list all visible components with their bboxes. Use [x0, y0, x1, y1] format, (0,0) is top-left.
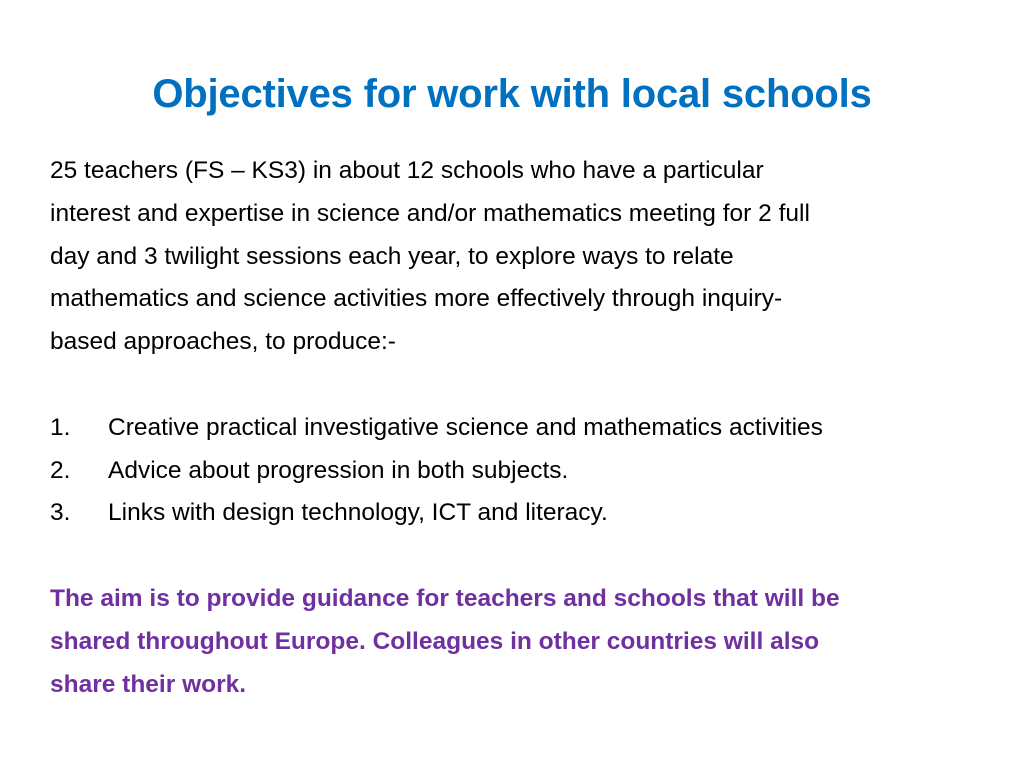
objectives-list [50, 407, 980, 535]
list-item-text: Links with design technology, ICT and literacy. [108, 499, 608, 527]
list-item-number: 3. [50, 499, 71, 527]
list-item [50, 407, 980, 450]
paragraph-spacer [50, 364, 980, 407]
slide-title: Objectives for work with local schools [152, 72, 872, 116]
list-item-text: Advice about progression in both subjects. [108, 456, 569, 484]
list-item [50, 450, 980, 493]
list-item [50, 492, 980, 535]
list-item-number: 1. [50, 413, 71, 441]
list-item-text: Creative practical investigative science and mathematics activities [108, 413, 823, 441]
paragraph-spacer [50, 535, 980, 578]
intro-paragraph: 25 teachers (FS – KS3) in about 12 schools who have a particular interest and expertise in science and/or mathematics meeting for 2 full day and 3 twilight sessions each year, to explore ways to relate mathematics and science activities more effectively through inquiry- based approaches, to produce:- [50, 157, 810, 356]
slide-body [50, 150, 980, 706]
aim-paragraph: The aim is to provide guidance for teachers and schools that will be shared throughout Europe. Colleagues in other countries will also share their work. [50, 584, 840, 698]
list-item-number: 2. [50, 456, 71, 484]
